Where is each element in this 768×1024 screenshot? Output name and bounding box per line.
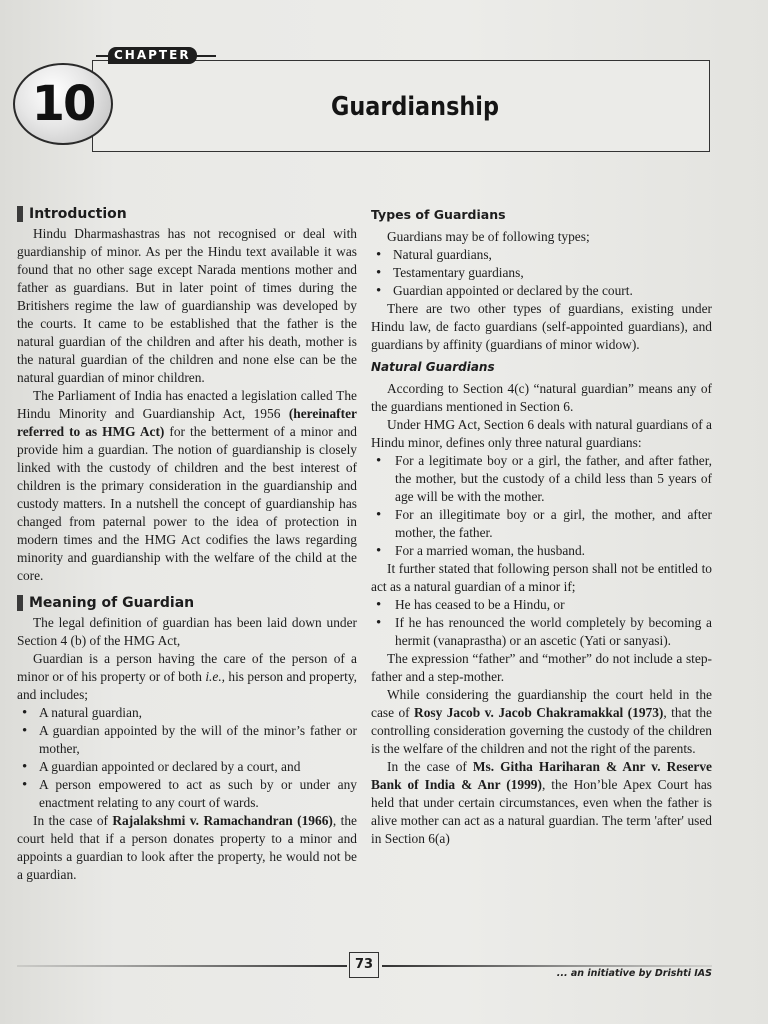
text: In the case of <box>33 813 113 828</box>
section-heading-types: Types of Guardians <box>371 207 506 222</box>
chapter-title: Guardianship <box>331 92 499 122</box>
paragraph: According to Section 4(c) “natural guardian” means any of the guardians mentioned in Section 6. <box>371 381 712 414</box>
paragraph <box>371 686 712 758</box>
footer-rule-left <box>17 965 347 967</box>
text: Guardian is a person having the care of the person of a minor or of his property or of both <box>17 651 357 684</box>
bold-text: (hereinafter referred to as HMG Act) <box>17 406 357 439</box>
paragraph <box>17 387 357 585</box>
list-item: • For a legitimate boy or a girl, the father, and after father, the mother, but the custody of a child less than 5 years of age will be with the mother. <box>371 452 712 506</box>
heading-text: Meaning of Guardian <box>29 595 195 611</box>
list-item: • A person empowered to act as such by or under any enactment relating to any court of wards. <box>17 776 357 812</box>
footer-credit: ... an initiative by Drishti IAS <box>556 968 712 979</box>
paragraph: Hindu Dharmashastras has not recognised or deal with guardianship of minor. As per the Hindu text available it was found that no other sage except Narada mentions mother and father as guardians. But in later point of times during the Britishers regime the law of guardianship was developed by the courts. It came to be established that the father is the natural guardian of the children and after his death, mother is the natural guardian of the children and none else can be the natural guardian of minor children. <box>17 226 357 385</box>
chapter-number-badge <box>13 63 113 145</box>
list-item: • A natural guardian, <box>17 704 357 722</box>
list-item: • He has ceased to be a Hindu, or <box>371 596 712 614</box>
text: , that the controlling consideration governing the custody of the children is the welfare of the children and not the right of the parents. <box>371 705 713 756</box>
case-name: Rosy Jacob v. Jacob Chakramakkal (1973) <box>414 705 664 720</box>
list-item: • Natural guardians, <box>371 246 712 264</box>
text: The Parliament of India has enacted a legislation called The Hindu Minority and Guardianship Act, 1956 <box>17 388 357 421</box>
list-item: • For a married woman, the husband. <box>371 542 712 560</box>
natural-guardians-list <box>371 452 712 560</box>
heading-bar-icon <box>17 206 23 222</box>
list-item: • A guardian appointed by the will of the minor’s father or mother, <box>17 722 357 758</box>
text: for the betterment of a minor and provide him a guardian. The notion of guardianship is closely linked with the custody of children and the best interest of children is the primary consideration in the guardianship and custody matters. In a nutshell the concept of guardianship has changed from paternal power to the idea of protection in modern times and the HMG Act codifies the laws regarding minority and guardianship with the welfare of the child at the core. <box>17 424 357 583</box>
right-column <box>371 206 712 848</box>
list-item: • Testamentary guardians, <box>371 264 712 282</box>
paragraph <box>17 650 357 704</box>
footer-rule-right <box>382 965 712 967</box>
paragraph: The expression “father” and “mother” do not include a step-father and a step-mother. <box>371 651 712 684</box>
case-name: Ms. Githa Hariharan & Anr v. Reserve Bank of India & Anr (1999) <box>371 759 712 792</box>
paragraph <box>371 758 712 848</box>
section-heading-natural: Natural Guardians <box>371 360 495 374</box>
heading-bar-icon <box>17 595 23 611</box>
paragraph: The legal definition of guardian has been laid down under Section 4 (b) of the HMG Act, <box>17 615 357 648</box>
list-item: • For an illegitimate boy or a girl, the mother, and after mother, the father. <box>371 506 712 542</box>
paragraph: Under HMG Act, Section 6 deals with natural guardians of a Hindu minor, defines only three natural guardians: <box>371 417 712 450</box>
case-name: Rajalakshmi v. Ramachandran (1966) <box>112 813 333 828</box>
chapter-number: 10 <box>31 76 95 132</box>
section-heading-meaning <box>17 593 357 613</box>
page-number: 73 <box>349 952 379 978</box>
disqualification-list <box>371 596 712 650</box>
list-item: • Guardian appointed or declared by the court. <box>371 282 712 300</box>
text: his person and property, and includes; <box>17 669 357 702</box>
heading-text: Introduction <box>29 206 127 222</box>
chapter-tag: CHAPTER <box>108 47 197 64</box>
text: While considering the guardianship the court held in the case of <box>371 687 712 720</box>
text: , the court held that if a person donates property to a minor and appoints a guardian to look after the property, he would not be a guardian. <box>17 813 357 882</box>
paragraph <box>17 812 357 884</box>
italic-text: i.e., <box>205 669 226 684</box>
left-column <box>17 204 357 884</box>
text: In the case of <box>387 759 473 774</box>
text: , the Hon’ble Apex Court has held that under certain circumstances, even when the father is alive mother can act as a natural guardian. The term 'after' used in Section 6(a) <box>371 777 712 846</box>
list-item: • If he has renounced the world completely by becoming a hermit (vanaprastha) or an ascetic (Yati or sanyasi). <box>371 614 712 650</box>
section-heading-introduction <box>17 204 357 224</box>
list-item: • A guardian appointed or declared by a court, and <box>17 758 357 776</box>
paragraph: There are two other types of guardians, existing under Hindu law, de facto guardians (self-appointed guardians), and guardians by affinity (guardians of minor widow). <box>371 301 712 352</box>
types-list <box>371 246 712 300</box>
guardian-includes-list <box>17 704 357 812</box>
paragraph: It further stated that following person shall not be entitled to act as a natural guardian of a minor if; <box>371 561 712 594</box>
paragraph: Guardians may be of following types; <box>387 229 590 244</box>
